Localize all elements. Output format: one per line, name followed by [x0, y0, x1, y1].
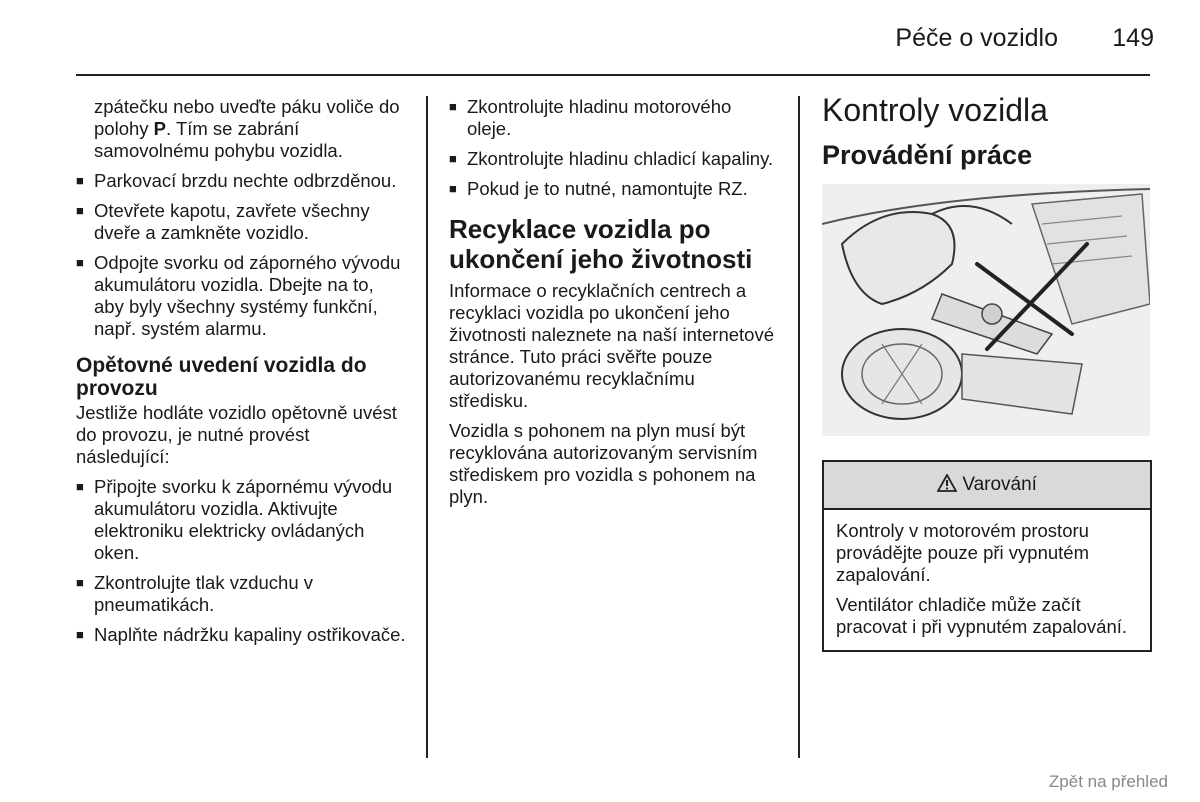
warning-header	[824, 462, 1150, 510]
engine-bay-drawing	[822, 184, 1150, 436]
list-item: ■ Parkovací brzdu nechte odbrzděnou.	[76, 170, 406, 192]
back-to-overview-link[interactable]: Zpět na přehled	[1048, 772, 1168, 791]
list-item: ■ Naplňte nádržku kapaliny ostřikovače.	[76, 624, 406, 646]
gear-position-p: P	[153, 118, 166, 139]
warning-label: Varování	[962, 474, 1037, 495]
list-item: ■ Zkontrolujte tlak vzduchu v pneumatikách.	[76, 572, 406, 616]
header-section-title: Péče o vozidlo	[895, 24, 1058, 52]
section-heading-recycling: Recyklace vozidla po ukončení jeho životnosti	[449, 214, 753, 274]
list-item: ■ Pokud je to nutné, namontujte RZ.	[449, 178, 779, 200]
recycling-paragraph-1: Informace o recyklačních centrech a recyklaci vozidla po ukončení jeho životnosti naleznete na naší internetové stránce. Tuto práci svěřte pouze autorizovanému recyklačnímu středisku.	[449, 280, 774, 411]
list-item: ■ Otevřete kapotu, zavřete všechny dveře a zamkněte vozidlo.	[76, 200, 406, 244]
continued-text-2: do polohy	[94, 96, 400, 139]
warning-triangle-icon	[937, 474, 962, 495]
column-divider-2	[798, 96, 800, 758]
page-title: Kontroly vozidla	[822, 92, 1048, 128]
engine-bay-illustration	[822, 184, 1150, 436]
list-item: ■ Připojte svorku k zápornému vývodu akumulátoru vozidla. Aktivujte elektroniku elektricky ovládaných oken.	[76, 476, 406, 564]
column-divider-1	[426, 96, 428, 758]
column-1	[76, 96, 406, 654]
list-item: ■ Odpojte svorku od záporného vývodu akumulátoru vozidla. Dbejte na to, aby byly všechny systémy funkční, např. systém alarmu.	[76, 252, 406, 340]
warning-box	[822, 460, 1152, 652]
warning-paragraph-1: Kontroly v motorovém prostoru provádějte pouze při vypnutém zapalování.	[836, 520, 1089, 585]
list-item: ■ Zkontrolujte hladinu chladicí kapaliny.	[449, 148, 779, 170]
section-subtitle: Provádění práce	[822, 140, 1033, 170]
column-2	[449, 96, 779, 516]
column-3	[822, 92, 1152, 652]
list-item: ■ Zkontrolujte hladinu motorového oleje.	[449, 96, 779, 140]
warning-body	[824, 510, 1150, 650]
recycling-paragraph-2: Vozidla s pohonem na plyn musí být recyklována autorizovaným servisním střediskem pro vozidla s pohonem na plyn.	[449, 420, 758, 507]
continued-text-3: . Tím se zabrání samovolnému pohybu vozidla.	[94, 118, 343, 161]
section-heading-recommissioning: Opětovné uvedení vozidla do provozu	[76, 354, 367, 400]
continued-paragraph	[76, 96, 406, 162]
intro-paragraph: Jestliže hodláte vozidlo opětovně uvést do provozu, je nutné provést následující:	[76, 402, 397, 467]
warning-paragraph-2: Ventilátor chladiče může začít pracovat i při vypnutém zapalování.	[836, 594, 1128, 637]
page-number: 149	[1112, 24, 1154, 52]
continued-text-1: zpátečku nebo uveďte páku voliče	[94, 96, 374, 117]
header-rule	[76, 74, 1150, 76]
